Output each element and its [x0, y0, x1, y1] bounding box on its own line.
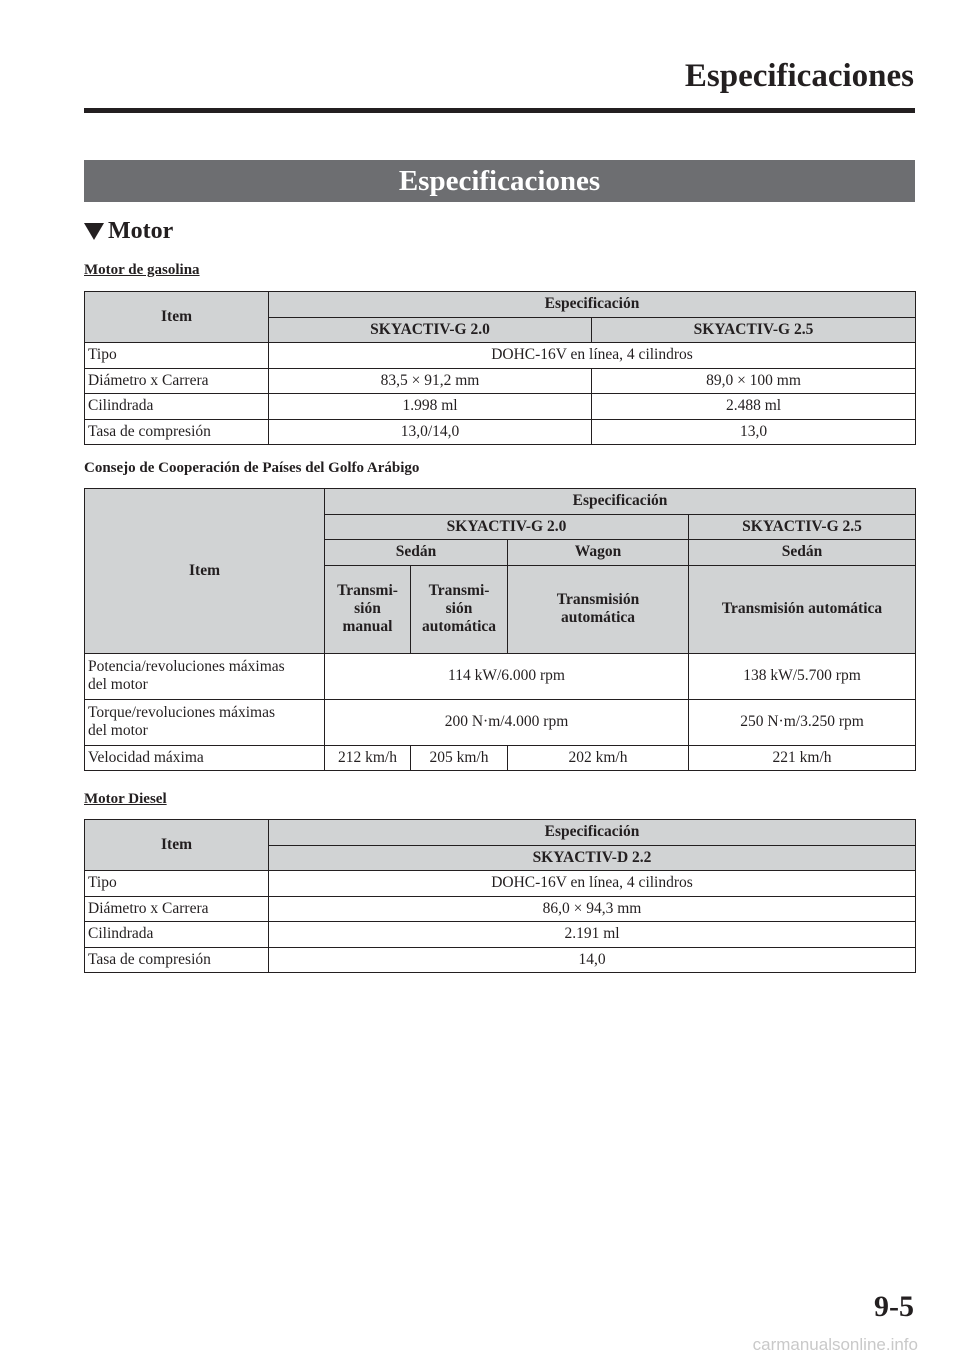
row-value: 138 kW/5.700 rpm — [689, 653, 916, 699]
row-label: Potencia/revoluciones máximas del motor — [85, 653, 325, 699]
transmission-header: Transmisión automática — [508, 565, 689, 653]
row-value: 83,5 × 91,2 mm — [269, 368, 592, 394]
spec-header: Especificación — [269, 292, 916, 318]
row-value: DOHC-16V en línea, 4 cilindros — [269, 343, 916, 369]
row-label: Cilindrada — [85, 394, 269, 420]
watermark: carmanualsonline.info — [752, 1335, 918, 1354]
table-row — [85, 394, 916, 420]
row-value: 114 kW/6.000 rpm — [325, 653, 689, 699]
row-value: DOHC-16V en línea, 4 cilindros — [269, 871, 916, 897]
table-row — [85, 653, 916, 699]
chapter-title: Especificaciones — [684, 58, 914, 94]
table-row — [85, 419, 916, 445]
row-value: 250 N·m/3.250 rpm — [689, 699, 916, 745]
row-value: 202 km/h — [508, 745, 689, 771]
gasoline-caption: Motor de gasolina — [84, 262, 200, 278]
table-header-row — [85, 820, 916, 846]
triangle-down-icon — [84, 223, 104, 240]
table-row — [85, 699, 916, 745]
row-value: 14,0 — [269, 947, 916, 973]
row-label: Diámetro x Carrera — [85, 896, 269, 922]
row-label: Tasa de compresión — [85, 419, 269, 445]
row-label: Tasa de compresión — [85, 947, 269, 973]
transmission-header: Transmi- sión manual — [325, 565, 411, 653]
row-label: Cilindrada — [85, 922, 269, 948]
table-header-row — [85, 292, 916, 318]
row-value: 2.191 ml — [269, 922, 916, 948]
gcc-caption: Consejo de Cooperación de Países del Golfo Arábigo — [84, 460, 420, 476]
variant-header: SKYACTIV-G 2.0 — [325, 514, 689, 540]
variant-header: SKYACTIV-G 2.5 — [689, 514, 916, 540]
row-value: 221 km/h — [689, 745, 916, 771]
table-row — [85, 871, 916, 897]
row-label: Velocidad máxima — [85, 745, 325, 771]
row-value: 205 km/h — [411, 745, 508, 771]
gcc-spec-table — [84, 488, 916, 771]
row-label: Torque/revoluciones máximas del motor — [85, 699, 325, 745]
row-value: 13,0 — [592, 419, 916, 445]
subsection-title: Motor — [108, 218, 174, 244]
row-label: Tipo — [85, 343, 269, 369]
table-row — [85, 368, 916, 394]
transmission-header: Transmisión automática — [689, 565, 916, 653]
table-row — [85, 947, 916, 973]
body-header: Wagon — [508, 540, 689, 566]
table-row — [85, 343, 916, 369]
row-value: 86,0 × 94,3 mm — [269, 896, 916, 922]
variant-header: SKYACTIV-D 2.2 — [269, 845, 916, 871]
table-header-row — [85, 489, 916, 515]
row-value: 212 km/h — [325, 745, 411, 771]
table-row — [85, 745, 916, 771]
row-value: 89,0 × 100 mm — [592, 368, 916, 394]
table-row — [85, 922, 916, 948]
item-header: Item — [85, 292, 269, 343]
row-value: 1.998 ml — [269, 394, 592, 420]
body-header: Sedán — [689, 540, 916, 566]
body-header: Sedán — [325, 540, 508, 566]
diesel-caption: Motor Diesel — [84, 791, 167, 807]
subsection-heading — [84, 218, 173, 245]
item-header: Item — [85, 489, 325, 654]
row-label: Tipo — [85, 871, 269, 897]
table-row — [85, 896, 916, 922]
page-number: 9-5 — [874, 1290, 914, 1323]
transmission-header: Transmi- sión automática — [411, 565, 508, 653]
row-label: Diámetro x Carrera — [85, 368, 269, 394]
row-value: 200 N·m/4.000 rpm — [325, 699, 689, 745]
variant-header: SKYACTIV-G 2.0 — [269, 317, 592, 343]
diesel-spec-table — [84, 819, 916, 973]
chapter-rule — [84, 108, 915, 113]
variant-header: SKYACTIV-G 2.5 — [592, 317, 916, 343]
spec-header: Especificación — [325, 489, 916, 515]
item-header: Item — [85, 820, 269, 871]
row-value: 13,0/14,0 — [269, 419, 592, 445]
gasoline-spec-table — [84, 291, 916, 445]
row-value: 2.488 ml — [592, 394, 916, 420]
section-banner: Especificaciones — [84, 160, 915, 202]
spec-header: Especificación — [269, 820, 916, 846]
